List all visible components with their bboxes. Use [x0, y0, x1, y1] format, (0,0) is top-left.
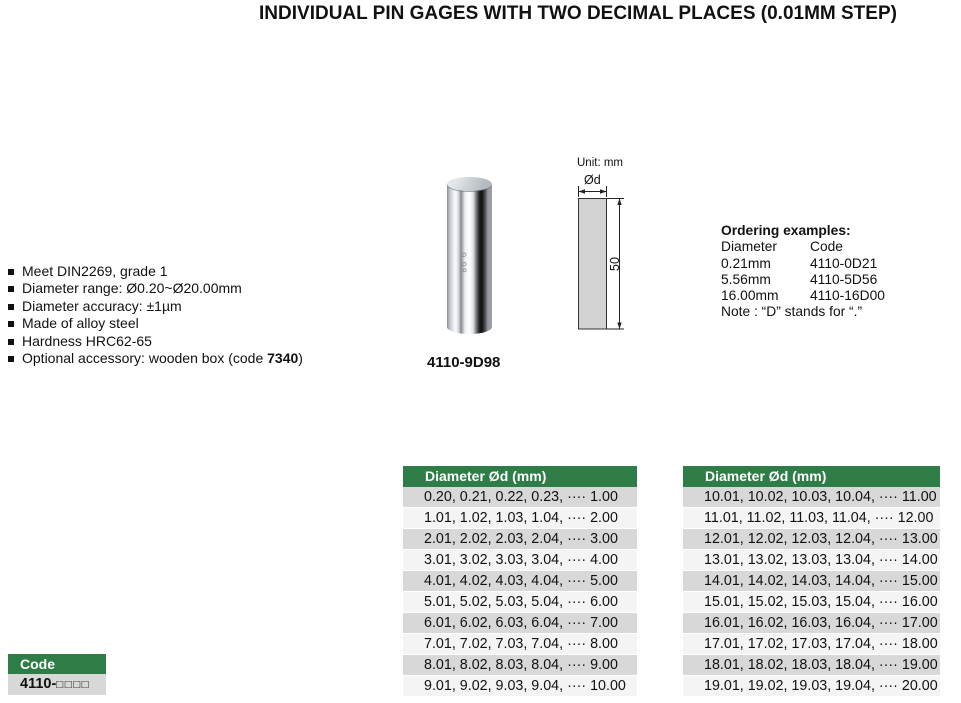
ordering-col-diameter: Diameter	[721, 239, 777, 255]
ordering-examples	[721, 223, 885, 321]
table-row: 9.01, 9.02, 9.03, 9.04, ···· 10.00	[403, 676, 637, 697]
table-row: 4.01, 4.02, 4.03, 4.04, ···· 5.00	[403, 571, 637, 592]
feature-item	[8, 280, 303, 297]
ordering-column-headers	[721, 239, 885, 255]
table-row: 12.01, 12.02, 12.03, 12.04, ···· 13.00	[683, 529, 940, 550]
feature-text: Optional accessory: wooden box (code 7340)	[22, 349, 303, 366]
ordering-row: 0.21mm 4110-0D21	[721, 255, 878, 271]
table-row: 19.01, 19.02, 19.03, 19.04, ···· 20.00	[683, 676, 940, 697]
pin-technical-drawing	[565, 185, 645, 335]
ordering-note: Note : “D” stands for “.”	[721, 304, 863, 320]
bullet-square-icon	[8, 339, 14, 345]
model-number-label: 4110-9D98	[427, 354, 501, 371]
ordering-heading: Ordering examples:	[721, 223, 851, 238]
bullet-square-icon	[8, 356, 14, 362]
feature-item	[8, 350, 303, 367]
table-row: 0.20, 0.21, 0.22, 0.23, ···· 1.00	[403, 487, 637, 508]
feature-text: Meet DIN2269, grade 1	[22, 263, 168, 279]
order-code-box	[8, 654, 106, 695]
table-row: 1.01, 1.02, 1.03, 1.04, ···· 2.00	[403, 508, 637, 529]
table-row: 7.01, 7.02, 7.03, 7.04, ···· 8.00	[403, 634, 637, 655]
table-row: 13.01, 13.02, 13.03, 13.04, ···· 14.00	[683, 550, 940, 571]
table-row: 14.01, 14.02, 14.03, 14.04, ···· 15.00	[683, 571, 940, 592]
feature-item	[8, 315, 303, 332]
code-box-header: Code	[8, 654, 106, 674]
bullet-square-icon	[8, 269, 14, 275]
diameter-table-right	[683, 466, 940, 697]
table-row: 6.01, 6.02, 6.03, 6.04, ···· 7.00	[403, 613, 637, 634]
feature-text: Made of alloy steel	[22, 315, 139, 332]
ordering-col-code: Code	[810, 239, 843, 255]
unit-label: Unit: mm	[577, 157, 623, 169]
feature-item	[8, 298, 303, 315]
feature-item	[8, 263, 303, 280]
table-row: 18.01, 18.02, 18.03, 18.04, ···· 19.00	[683, 655, 940, 676]
ordering-row: 5.56mm 4110-5D56	[721, 271, 878, 287]
code-placeholder-boxes: □□□□	[56, 679, 91, 691]
feature-text: Diameter accuracy: ±1µm	[22, 297, 182, 314]
pin-gage-photo	[447, 184, 492, 334]
bullet-square-icon	[8, 304, 14, 310]
table-header: Diameter Ød (mm)	[403, 466, 637, 487]
ordering-row: 16.00mm 4110-16D00	[721, 288, 885, 304]
feature-item	[8, 333, 303, 350]
pin-engraved-size: 9.98	[457, 252, 468, 274]
table-row: 2.01, 2.02, 2.03, 2.04, ···· 3.00	[403, 529, 637, 550]
bullet-square-icon	[8, 321, 14, 327]
table-row: 16.01, 16.02, 16.03, 16.04, ···· 17.00	[683, 613, 940, 634]
feature-text: Diameter range: Ø0.20~Ø20.00mm	[22, 280, 242, 297]
diameter-table-left	[403, 466, 637, 697]
table-header: Diameter Ød (mm)	[683, 466, 940, 487]
page-title: INDIVIDUAL PIN GAGES WITH TWO DECIMAL PLACES (0.01MM STEP)	[259, 3, 897, 24]
table-row: 10.01, 10.02, 10.03, 10.04, ···· 11.00	[683, 487, 940, 508]
length-dimension-label: 50	[607, 257, 622, 271]
bullet-square-icon	[8, 286, 14, 292]
feature-list	[8, 263, 303, 367]
table-row: 15.01, 15.02, 15.03, 15.04, ···· 16.00	[683, 592, 940, 613]
table-row: 3.01, 3.02, 3.03, 3.04, ···· 4.00	[403, 550, 637, 571]
feature-text: Hardness HRC62-65	[22, 332, 152, 349]
table-row: 11.01, 11.02, 11.03, 11.04, ···· 12.00	[683, 508, 940, 529]
diameter-dimension-label: Ød	[584, 173, 601, 187]
table-row: 17.01, 17.02, 17.03, 17.04, ···· 18.00	[683, 634, 940, 655]
pin-gage-top-cap	[447, 177, 492, 191]
table-row: 5.01, 5.02, 5.03, 5.04, ···· 6.00	[403, 592, 637, 613]
code-prefix: 4110-	[20, 676, 57, 692]
code-box-value	[8, 674, 106, 695]
table-row: 8.01, 8.02, 8.03, 8.04, ···· 9.00	[403, 655, 637, 676]
